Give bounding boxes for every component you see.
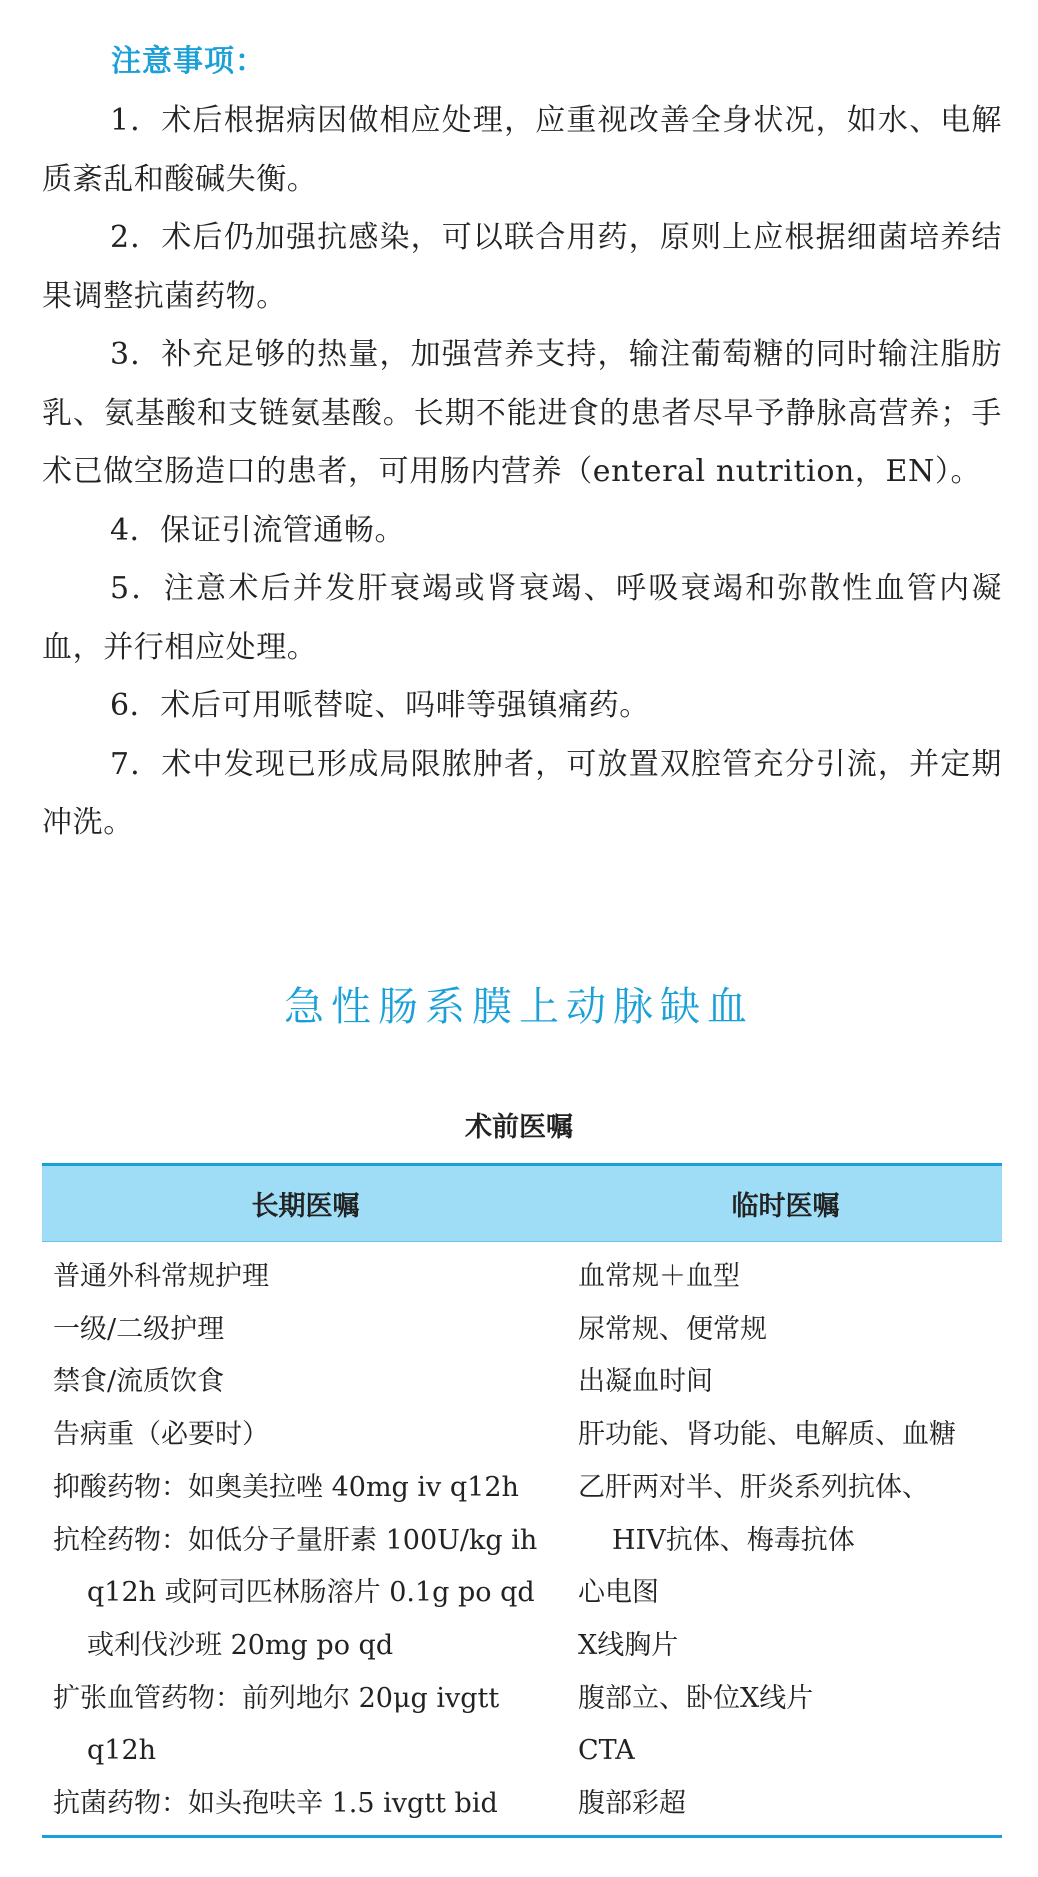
temporary-line: 尿常规、便常规 [578, 1313, 767, 1345]
temporary-line-continuation: HIV抗体、梅毒抗体 [612, 1524, 855, 1556]
note-paragraph-4: 4．保证引流管通畅。 [110, 512, 406, 548]
table-header-row [42, 1166, 1002, 1242]
long-term-line-continuation: q12h [87, 1735, 157, 1767]
temporary-line: 出凝血时间 [578, 1366, 713, 1398]
temporary-line: 腹部立、卧位X线片 [578, 1682, 814, 1714]
header-long-term: 长期医嘱 [251, 1191, 360, 1222]
temporary-line: 乙肝两对半、肝炎系列抗体、 [578, 1471, 929, 1503]
long-term-column [42, 1251, 569, 1831]
long-term-line: 抑酸药物：如奥美拉唑 40mg iv q12h [53, 1471, 519, 1503]
note-paragraph-5: 5．注意术后并发肝衰竭或肾衰竭、呼吸衰竭和弥散性血管内凝血，并行相应处理。 [42, 571, 1002, 665]
section-title: 急性肠系膜上动脉缺血 [284, 984, 754, 1030]
long-term-line: 普通外科常规护理 [53, 1261, 269, 1292]
temporary-line: 肝功能、肾功能、电解质、血糖 [578, 1419, 956, 1451]
long-term-line: 扩张血管药物：前列地尔 20μg ivgtt [53, 1682, 500, 1714]
notes-list [42, 92, 1002, 853]
long-term-line: 一级/二级护理 [53, 1313, 225, 1345]
long-term-line: 告病重（必要时） [53, 1419, 269, 1451]
note-paragraph-6: 6．术后可用哌替啶、吗啡等强镇痛药。 [110, 688, 650, 723]
table-body [42, 1242, 1002, 1835]
long-term-line-continuation: q12h 或阿司匹林肠溶片 0.1g po qd [87, 1577, 535, 1609]
header-temporary: 临时医嘱 [731, 1191, 840, 1222]
long-term-line: 抗菌药物：如头孢呋辛 1.5 ivgtt bid [53, 1788, 498, 1820]
table-caption: 术前医嘱 [465, 1112, 573, 1143]
long-term-line: 禁食/流质饮食 [53, 1366, 225, 1398]
temporary-line: 心电图 [578, 1577, 659, 1609]
note-paragraph-1: 1．术后根据病因做相应处理，应重视改善全身状况，如水、电解质紊乱和酸碱失衡。 [42, 103, 1002, 197]
temporary-line: 腹部彩超 [578, 1788, 686, 1820]
orders-table [42, 1163, 1002, 1838]
temporary-line: 血常规＋血型 [578, 1261, 740, 1292]
temporary-line: X线胸片 [578, 1629, 679, 1661]
note-paragraph-3: 3．补充足够的热量，加强营养支持，输注葡萄糖的同时输注脂肪乳、氨基酸和支链氨基酸。长期不能进食的患者尽早予静脉高营养；手术已做空肠造口的患者，可用肠内营养（enteral nutrition，EN）。 [42, 337, 1002, 489]
long-term-line-continuation: 或利伐沙班 20mg po qd [87, 1629, 394, 1661]
temporary-column [569, 1251, 1002, 1831]
note-paragraph-7: 7．术中发现已形成局限脓肿者，可放置双腔管充分引流，并定期冲洗。 [42, 746, 1002, 840]
long-term-line: 抗栓药物：如低分子量肝素 100U/kg ih [53, 1524, 538, 1556]
note-paragraph-2: 2．术后仍加强抗感染，可以联合用药，原则上应根据细菌培养结果调整抗菌药物。 [42, 220, 1002, 314]
temporary-line: CTA [578, 1735, 635, 1767]
notes-heading: 注意事项： [111, 44, 266, 79]
